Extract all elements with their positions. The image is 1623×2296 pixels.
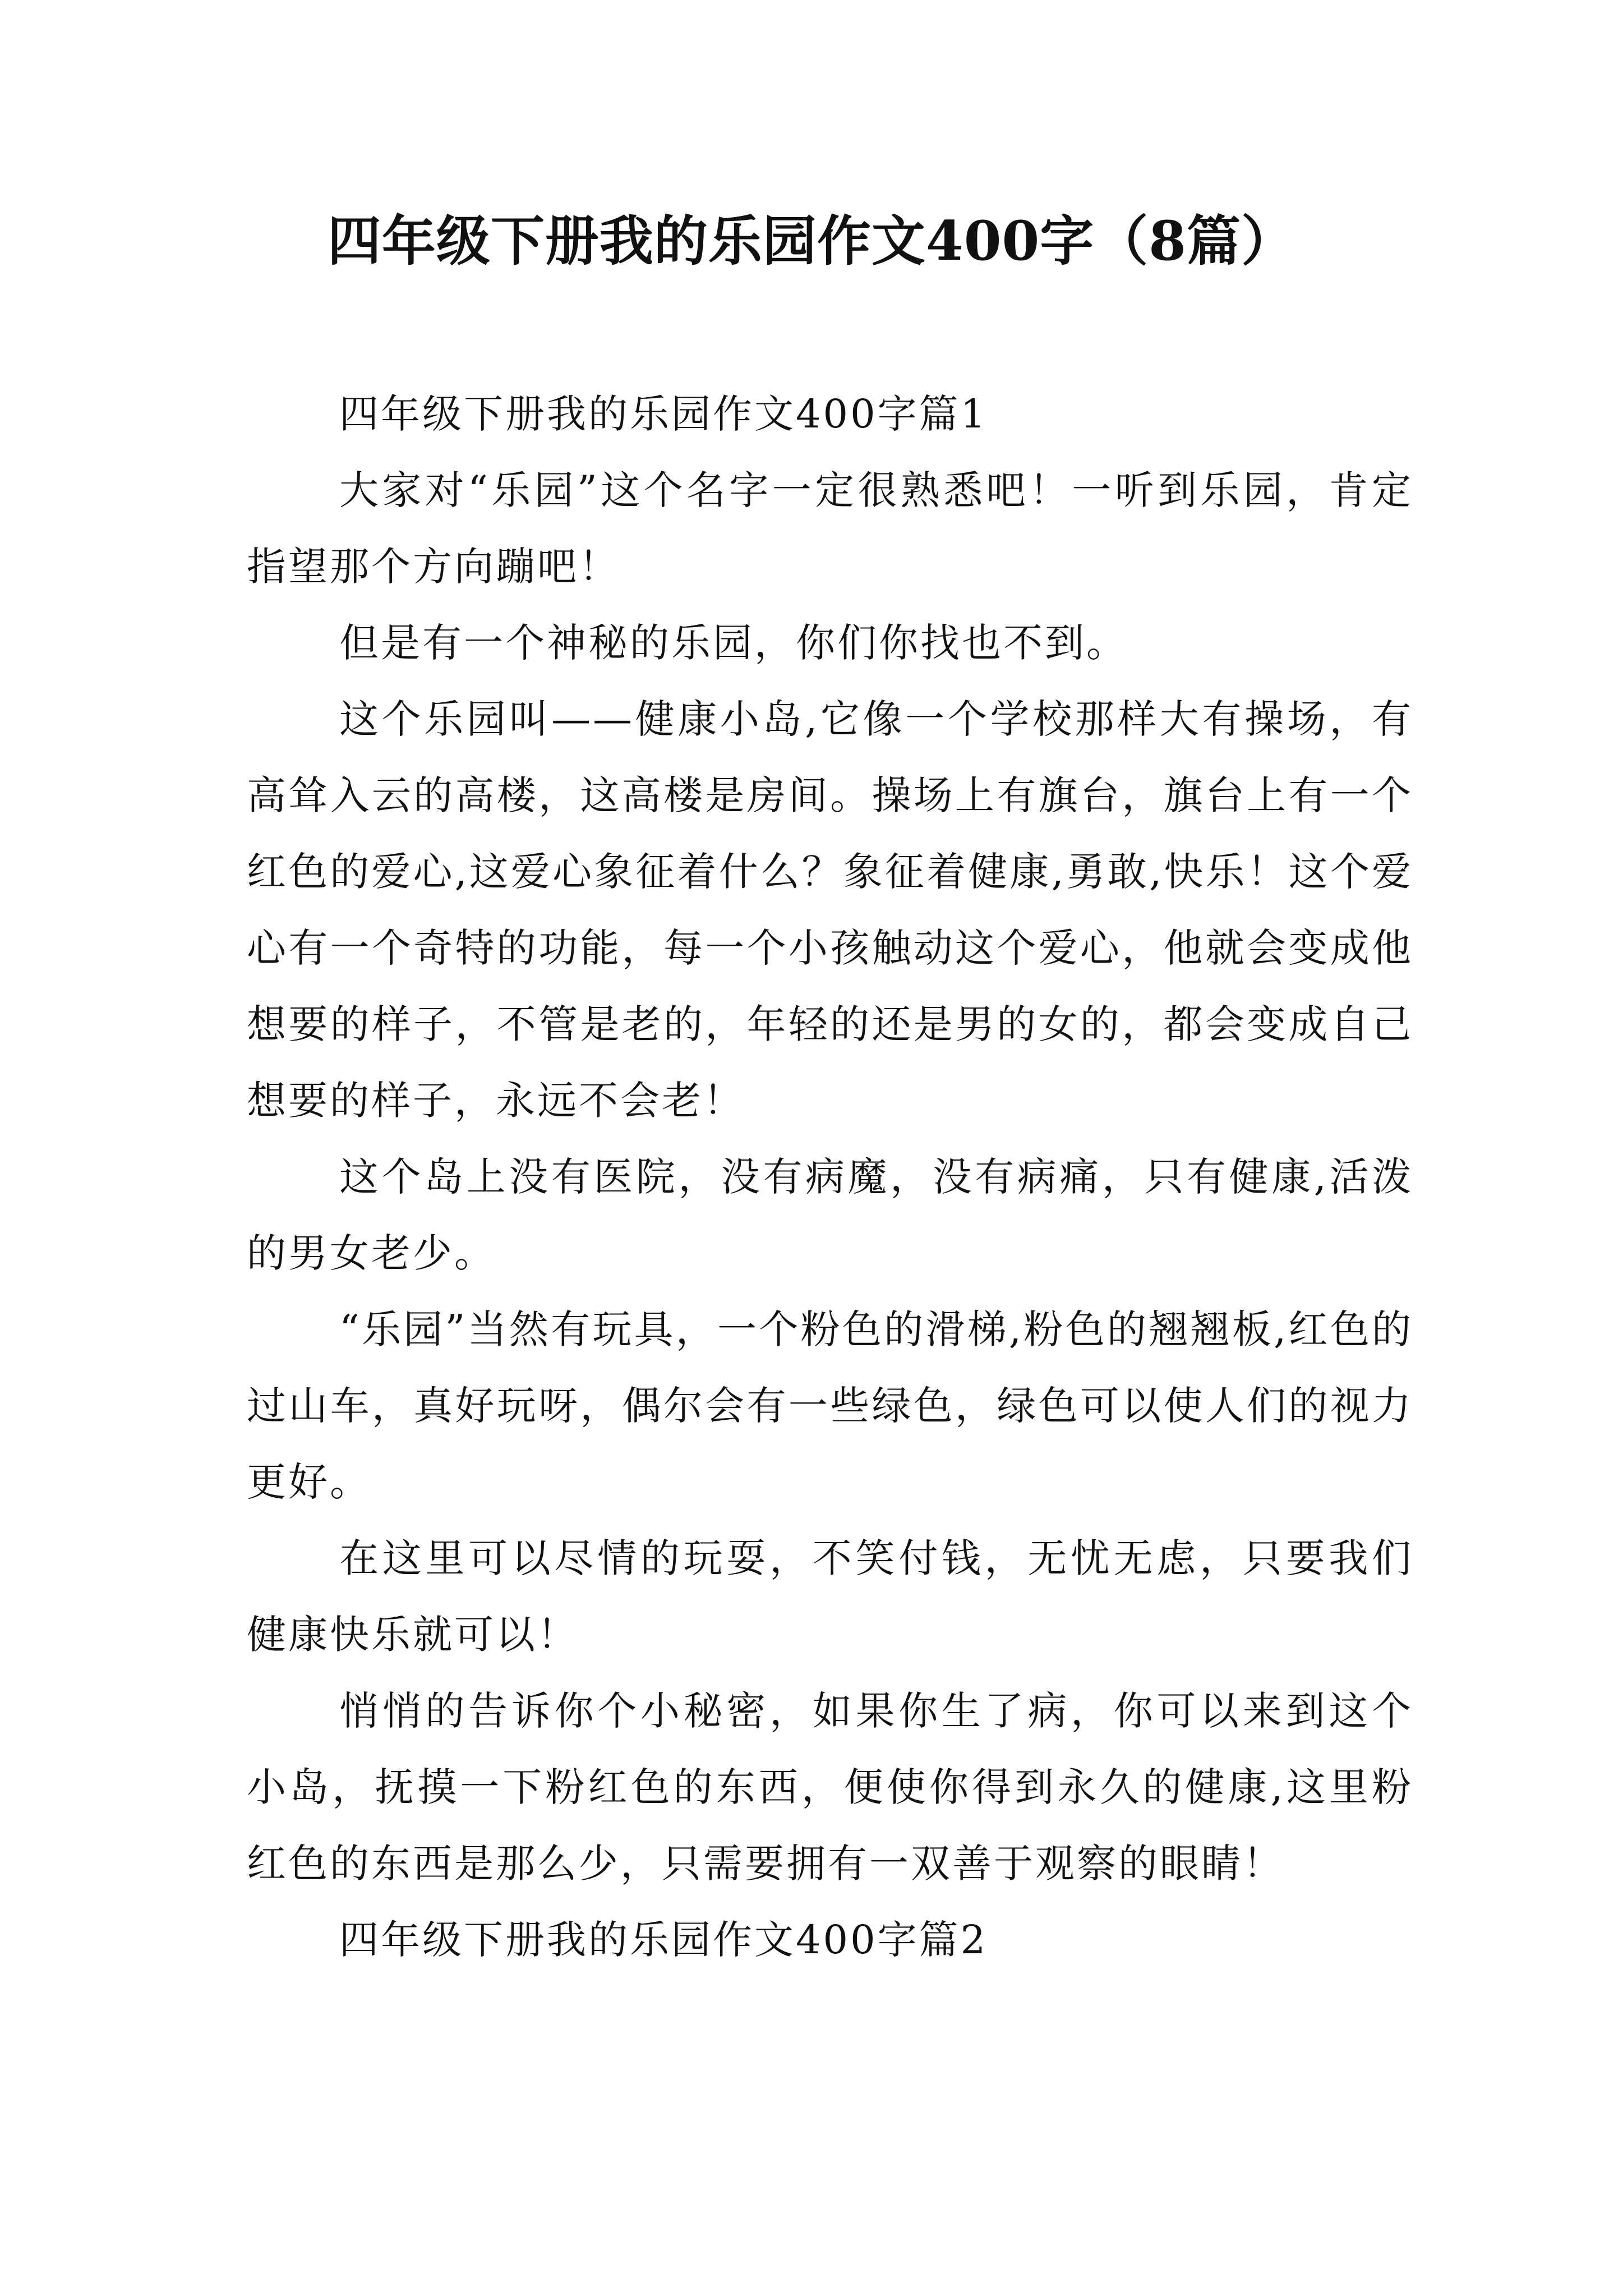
paragraph: 在这里可以尽情的玩耍，不笑付钱，无忧无虑，只要我们健康快乐就可以！ (247, 1535, 1413, 1658)
document-title: 四年级下册我的乐园作文400字（8篇） (327, 209, 1296, 273)
paragraph: 但是有一个神秘的乐园，你们你找也不到。 (339, 620, 1128, 666)
paragraph: 大家对“乐园”这个名字一定很熟悉吧！一听到乐园，肯定指望那个方向蹦吧！ (247, 467, 1413, 590)
section-heading-2: 四年级下册我的乐园作文400字篇2 (339, 1917, 988, 1963)
paragraph: 这个乐园叫——健康小岛,它像一个学校那样大有操场，有高耸入云的高楼，这高楼是房间。操场上有旗台，旗台上有一个红色的爱心,这爱心象征着什么？象征着健康,勇敢,快乐！这个爱心有一个奇特的功能，每一个小孩触动这个爱心，他就会变成他想要的样子，不管是老的，年轻的还是男的女的，都会变成自己想要的样子，永远不会老！ (247, 696, 1413, 1124)
paragraph: 这个岛上没有医院，没有病魔，没有病痛，只有健康,活泼的男女老少。 (247, 1154, 1413, 1276)
paragraph: “乐园”当然有玩具，一个粉色的滑梯,粉色的翘翘板,红色的过山车，真好玩呀，偶尔会有一些绿色，绿色可以使人们的视力更好。 (247, 1306, 1413, 1505)
paragraph: 悄悄的告诉你个小秘密，如果你生了病，你可以来到这个小岛，抚摸一下粉红色的东西，便使你得到永久的健康,这里粉红色的东西是那么少，只需要拥有一双善于观察的眼睛！ (247, 1688, 1413, 1887)
section-heading-1: 四年级下册我的乐园作文400字篇1 (339, 391, 988, 437)
document-body (247, 376, 1413, 1978)
